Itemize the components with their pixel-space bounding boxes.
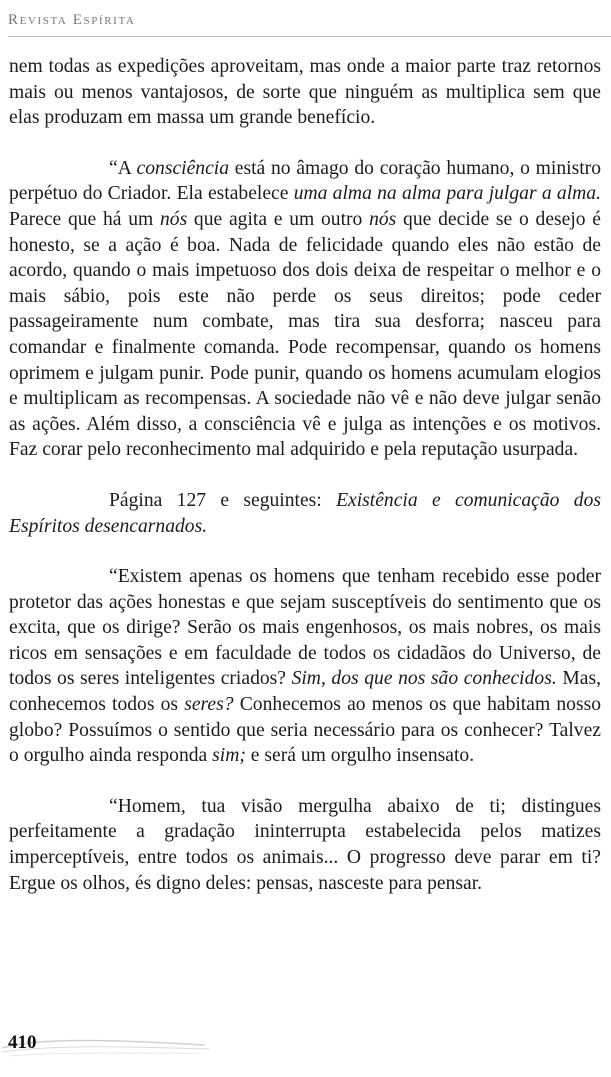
text-run: Parece que há um <box>9 208 160 230</box>
text-run: Conhecemos ao menos os que habitam nosso globo? Possuímos o sentido que seria necessário para os conhecer? Talvez o orgulho ainda responda <box>9 694 601 767</box>
page-number: 410 <box>8 1032 37 1053</box>
text-run: Mas, conhecemos todos os <box>9 668 601 716</box>
italic-run: nós <box>159 208 188 230</box>
italic-run: nós <box>369 208 397 230</box>
italic-run: uma alma na alma para julgar a alma. <box>293 183 601 205</box>
text-run: que decide se o desejo é honesto, se a ação é boa. Nada de felicidade quando eles não estão de acordo, quando o mais impetuoso dos dois deixa de respeitar o melhor e o mais sábio, pois este não perde os seus direitos; pode ceder passageiramente num combate, mas tira sua desforra; nasceu para comandar e finalmente comanda. Pode recompensar, quando os homens oprimem e julgam punir. Pode punir, quando os homens acumulam elogios e multiplicam as recompensas. A sociedade não vê e não deve julgar senão as ações. Além disso, a consciência vê e julga as intenções e os motivos. Faz corar pelo reconhecimento mal adquirido e pela reputação usurpada. <box>9 208 602 461</box>
running-header: Revista Espírita <box>8 12 136 28</box>
paragraph-continuation <box>9 54 601 131</box>
header-divider <box>8 36 611 37</box>
text-run: “Existem apenas os homens que tenham recebido esse poder protetor das ações honestas e que sejam susceptíveis do sentimento que os excita, que os dirige? Serão os mais engenhosos, os mais nobres, os mais ricos em sensações e em faculdade de todos os cidadãos do Universo, de todos os seres inteligentes criados? <box>9 566 601 690</box>
italic-run: seres? <box>184 694 234 716</box>
text-run: Página 127 e seguintes: <box>109 489 337 511</box>
text-run: que agita e um outro <box>187 208 370 230</box>
paragraph-existem-quote <box>9 564 601 769</box>
paragraph-homem-quote <box>9 794 601 896</box>
paragraph-page-reference <box>9 488 601 539</box>
italic-run: Sim, dos que nos são conhecidos. <box>291 668 557 690</box>
text-run: nem todas as expedições aproveitam, mas onde a maior parte traz retornos mais ou menos vantajosos, de sorte que ninguém as multiplica sem que elas produzam em massa um grande benefício. <box>9 56 601 129</box>
italic-run: sim; <box>212 745 246 767</box>
italic-run: Existência e comunicação dos Espíritos desencarnados. <box>9 489 602 537</box>
text-run: “A <box>109 157 137 179</box>
page-body <box>9 54 601 896</box>
text-run: está no âmago do coração humano, o ministro perpétuo do Criador. Ela estabelece <box>9 157 601 205</box>
text-run: “Homem, tua visão mergulha abaixo de ti; distingues perfeitamente a gradação ininterrupta estabelecida pelos matizes imperceptíveis, entre todos os animais... O progresso deve parar em ti? Ergue os olhos, és digno deles: pensas, nasceste para pensar. <box>9 795 601 894</box>
text-run: e será um orgulho insensato. <box>245 745 475 767</box>
italic-run: consciência <box>136 157 230 179</box>
paragraph-consciencia-quote <box>9 156 601 463</box>
